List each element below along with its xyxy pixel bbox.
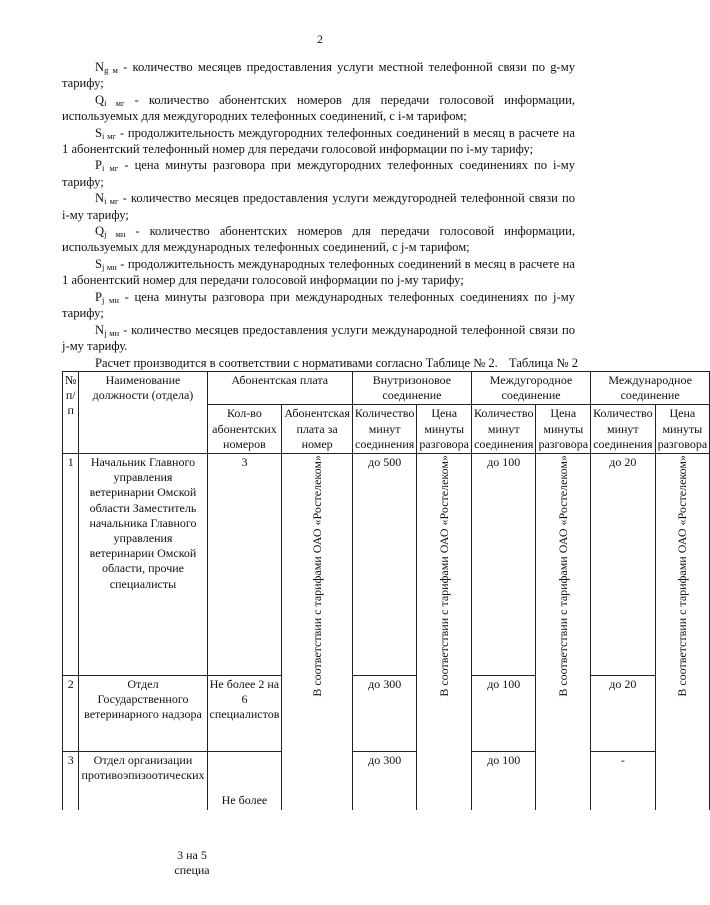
header-minutes: Количество минут соединения — [591, 405, 655, 454]
header-price: Цена минуты разговора — [536, 405, 591, 454]
basis-text: Расчет производится в соответствии с нормативами согласно Таблице № 2. — [95, 356, 498, 371]
table-row — [63, 454, 710, 676]
row-name: Отдел организации противоэпизоотических — [79, 752, 207, 810]
tariff-cell-international: В соответствии с тарифами ОАО «Ростелеком» — [655, 454, 710, 810]
header-fee: Абонентская плата за номер — [282, 405, 353, 454]
row-count: Не более — [207, 752, 282, 810]
header-price: Цена минуты разговора — [417, 405, 472, 454]
definition-item: Si мг - продолжительность междугородних телефонных соединений в месяц в расчете на 1 абонентский телефонный номер для передачи голосовой информации по i-му тарифу; — [62, 125, 575, 157]
header-price: Цена минуты разговора — [655, 405, 710, 454]
definition-item: Nj мн - количество месяцев предоставления услуги международной телефонной связи по j-му тарифу. — [62, 322, 576, 353]
header-subscriber: Абонентская плата — [207, 372, 352, 405]
norms-table — [62, 371, 710, 810]
row-name: Отдел Государственного ветеринарного надзора — [79, 676, 207, 752]
row-international: до 20 — [591, 676, 655, 752]
page-number: 2 — [317, 32, 323, 46]
row-international: до 20 — [591, 454, 655, 676]
header-name: Наименование должности (отдела) — [79, 372, 207, 454]
definition-item: Qj мн - количество абонентских номеров для передачи голосовой информации, используемых для международных телефонных соединений, с j-м тарифом; — [62, 224, 575, 255]
header-count: Кол-во абонентских номеров — [207, 405, 282, 454]
row-international: - — [591, 752, 655, 810]
table-caption: Таблица № 2 — [508, 356, 578, 370]
header-num: № п/ п — [63, 372, 79, 454]
header-minutes: Количество минут соединения — [352, 405, 416, 454]
row-intrazone: до 300 — [352, 752, 416, 810]
row-num: 1 — [63, 454, 79, 676]
row-longdist: до 100 — [472, 454, 536, 676]
row-count: Не более 2 на 6 специалистов — [207, 676, 282, 752]
row-intrazone: до 300 — [352, 676, 416, 752]
tariff-cell-subscriber: В соответствии с тарифами ОАО «Ростелеком» — [282, 454, 353, 810]
header-minutes: Количество минут соединения — [472, 405, 536, 454]
table-header-row — [63, 372, 710, 405]
tariff-cell-intrazone: В соответствии с тарифами ОАО «Ростелеком» — [417, 454, 472, 810]
table-row — [63, 676, 710, 752]
row-name: Начальник Главного управления ветеринарии Омской области Заместитель начальника Главного управления ветеринарии Омской области, прочие специалисты — [79, 454, 207, 676]
row-num: 3 — [63, 752, 79, 810]
table-row — [63, 752, 710, 810]
definition-item: Sj мн - продолжительность международных телефонных соединений в месяц в расчете на 1 абонентский номер для передачи голосовой информации по j-му тарифу; — [62, 256, 575, 288]
header-longdist: Междугородное соединение — [472, 372, 591, 405]
row-intrazone: до 500 — [352, 454, 416, 676]
definition-item: Qi мг - количество абонентских номеров для передачи голосовой информации, используемых для междугородних телефонных соединений, с i-м тарифом; — [62, 92, 575, 124]
row-count: 3 — [207, 454, 282, 676]
definitions-block — [62, 60, 575, 373]
definition-item: Ng м - количество месяцев предоставления услуги местной телефонной связи по g-му тарифу; — [62, 60, 576, 91]
table-overflow-text: 3 на 5 специа — [174, 848, 210, 878]
definition-item: Pj мн - цена минуты разговора при международных телефонных соединениях по j-му тарифу; — [62, 289, 575, 321]
header-intrazone: Внутризоновое соединение — [352, 372, 471, 405]
definition-item: Ni мг - количество месяцев предоставления услуги междугородней телефонной связи по i-му тарифу; — [62, 191, 575, 222]
tariff-cell-longdist: В соответствии с тарифами ОАО «Ростелеком» — [536, 454, 591, 810]
header-international: Международное соединение — [591, 372, 710, 405]
row-longdist: до 100 — [472, 752, 536, 810]
row-longdist: до 100 — [472, 676, 536, 752]
row-num: 2 — [63, 676, 79, 752]
definition-item: Pi мг - цена минуты разговора при междугородних телефонных соединениях по i-му тарифу; — [62, 158, 575, 189]
